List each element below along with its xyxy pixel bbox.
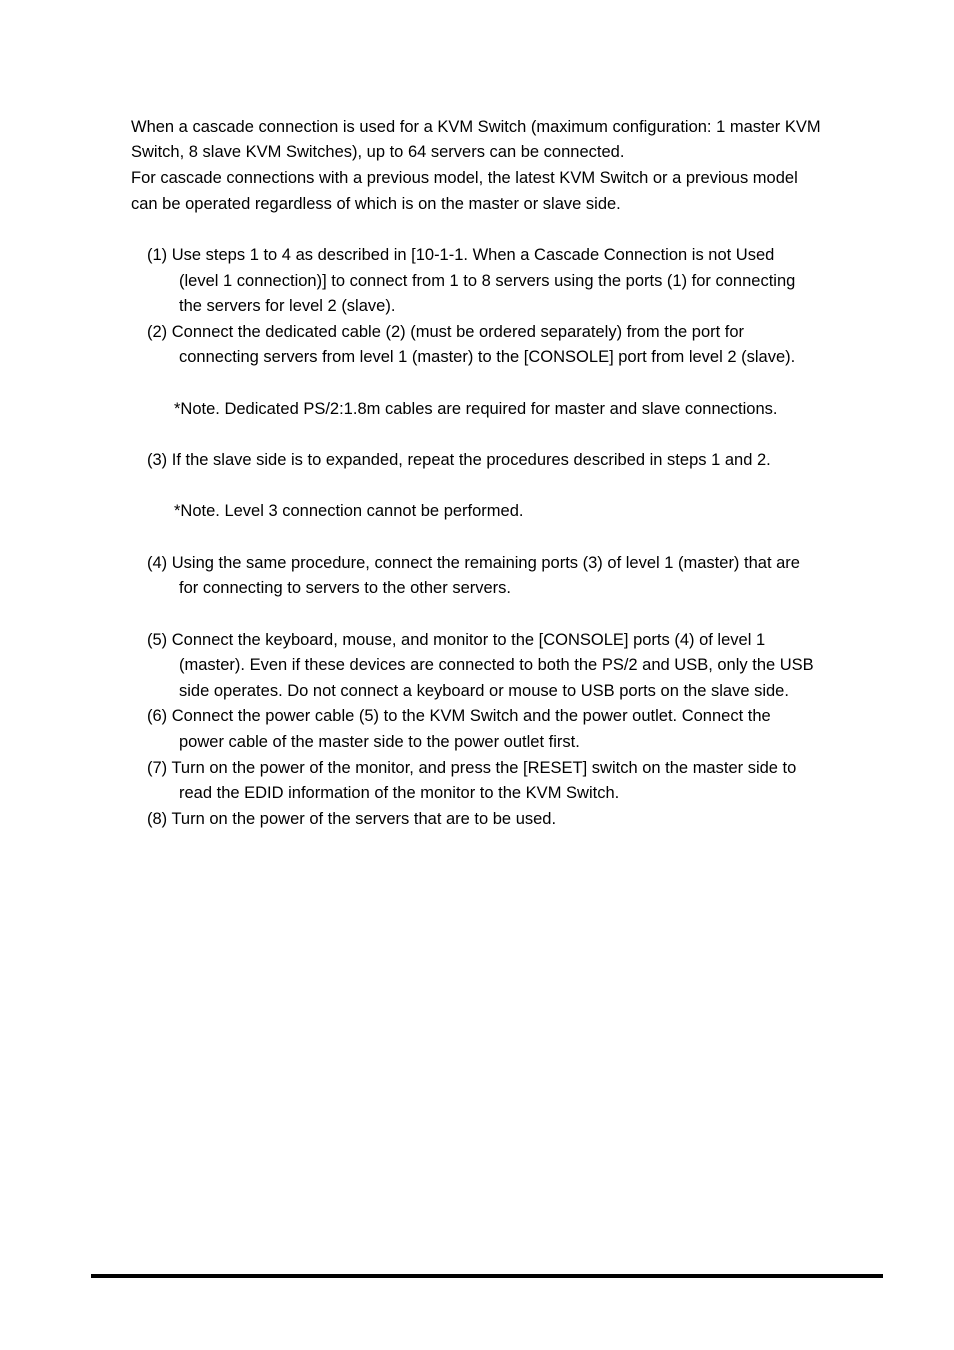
note-dedicated-cables: *Note. Dedicated PS/2:1.8m cables are required for master and slave connections. [174, 400, 778, 418]
step-text: (level 1 connection)] to connect from 1 to 8 servers using the ports (1) for connecting [179, 272, 796, 290]
step-text: the servers for level 2 (slave). [179, 297, 396, 315]
step-text: (6) Connect the power cable (5) to the KVM Switch and the power outlet. Connect the [147, 707, 771, 725]
footer-divider [91, 1274, 883, 1278]
step-text: read the EDID information of the monitor to the KVM Switch. [179, 784, 620, 802]
note-level-3: *Note. Level 3 connection cannot be performed. [174, 502, 524, 520]
step-text: connecting servers from level 1 (master) to the [CONSOLE] port from level 2 (slave). [179, 348, 796, 366]
step-text: (7) Turn on the power of the monitor, and press the [RESET] switch on the master side to [147, 759, 797, 777]
step-text: (5) Connect the keyboard, mouse, and monitor to the [CONSOLE] ports (4) of level 1 [147, 631, 766, 649]
step-3: (3) If the slave side is to expanded, repeat the procedures described in steps 1 and 2. [147, 451, 771, 469]
step-text: (2) Connect the dedicated cable (2) (must be ordered separately) from the port for [147, 323, 745, 341]
intro-line: can be operated regardless of which is on the master or slave side. [131, 195, 621, 213]
step-text: (master). Even if these devices are connected to both the PS/2 and USB, only the USB [179, 656, 814, 674]
step-text: for connecting to servers to the other servers. [179, 579, 511, 597]
intro-line: Switch, 8 slave KVM Switches), up to 64 servers can be connected. [131, 143, 625, 161]
intro-line: When a cascade connection is used for a KVM Switch (maximum configuration: 1 master KVM [131, 118, 821, 136]
step-text: (1) Use steps 1 to 4 as described in [10-1-1. When a Cascade Connection is not Used [147, 246, 775, 264]
intro-line: For cascade connections with a previous model, the latest KVM Switch or a previous model [131, 169, 798, 187]
step-text: power cable of the master side to the power outlet first. [179, 733, 580, 751]
step-8: (8) Turn on the power of the servers that are to be used. [147, 810, 557, 828]
step-text: (4) Using the same procedure, connect the remaining ports (3) of level 1 (master) that are [147, 554, 800, 572]
step-text: side operates. Do not connect a keyboard or mouse to USB ports on the slave side. [179, 682, 789, 700]
